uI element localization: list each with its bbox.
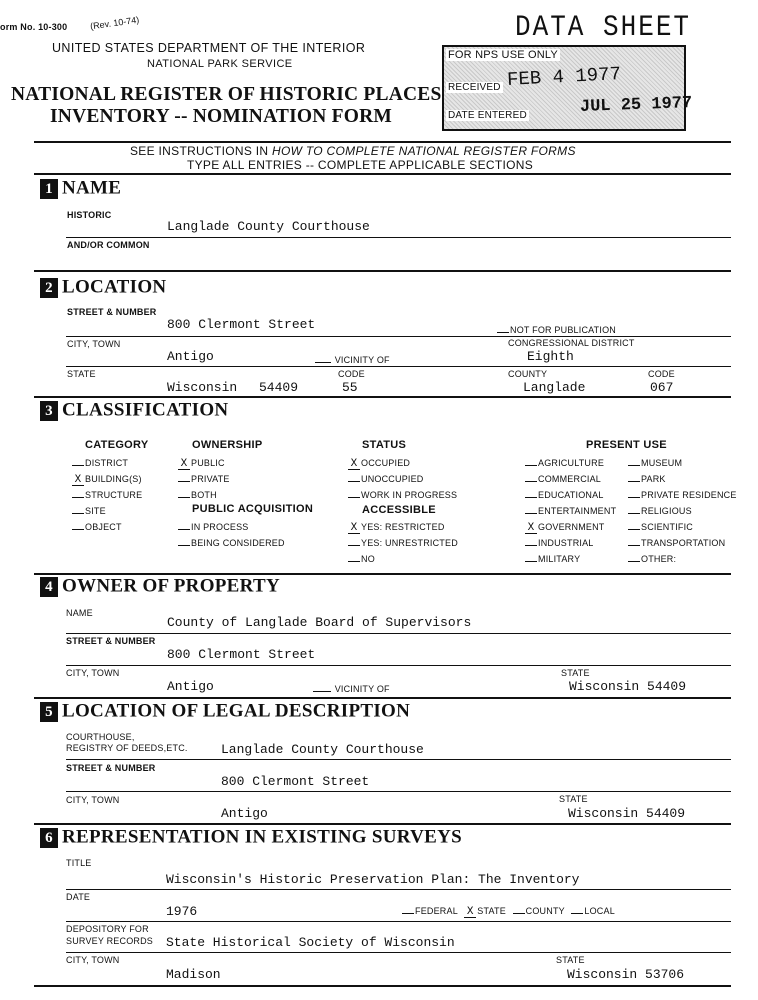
checkbox-label: BOTH xyxy=(191,490,217,500)
checkbox-option[interactable] xyxy=(348,474,424,484)
present-use-heading: PRESENT USE xyxy=(586,439,667,451)
survey-date-value: 1976 xyxy=(166,904,198,919)
checkbox-label: SCIENTIFIC xyxy=(641,522,694,532)
received-label: RECEIVED xyxy=(448,82,501,93)
legal-street-label: STREET & NUMBER xyxy=(66,763,156,773)
divider xyxy=(34,173,731,175)
instructions-line1 xyxy=(130,144,576,158)
divider xyxy=(34,985,731,987)
option-label: NOT FOR PUBLICATION xyxy=(510,325,616,335)
checkbox-option[interactable] xyxy=(525,506,616,516)
checkbox-option[interactable] xyxy=(348,458,410,470)
section-number: 6 xyxy=(40,828,58,848)
survey-city-label: CITY, TOWN xyxy=(66,955,120,965)
checkbox-option[interactable] xyxy=(628,522,693,532)
checkbox-label: OCCUPIED xyxy=(361,458,411,468)
checkbox-mark[interactable] xyxy=(348,545,360,546)
checkbox-label: GOVERNMENT xyxy=(538,522,605,532)
checkbox-mark[interactable] xyxy=(72,529,84,530)
checkbox-mark[interactable]: X xyxy=(348,460,360,470)
divider xyxy=(66,237,731,238)
survey-title-label: TITLE xyxy=(66,858,92,868)
divider xyxy=(34,697,731,699)
checkbox-mark[interactable]: X xyxy=(348,524,360,534)
date-entered-stamp: JUL 25 1977 xyxy=(579,94,693,117)
street-value: 800 Clermont Street xyxy=(167,317,316,332)
checkbox-mark[interactable] xyxy=(525,481,537,482)
ownership-heading: OWNERSHIP xyxy=(192,439,263,451)
date-entered-label: DATE ENTERED xyxy=(448,110,527,121)
checkbox-option[interactable] xyxy=(72,522,122,532)
section-title: NAME xyxy=(62,177,122,199)
checkbox-mark[interactable] xyxy=(72,513,84,514)
owner-city-value: Antigo xyxy=(167,679,214,694)
checkbox-mark[interactable] xyxy=(628,561,640,562)
checkbox-mark[interactable] xyxy=(628,465,640,466)
form-title-line2: INVENTORY -- NOMINATION FORM xyxy=(50,106,393,127)
checkbox-option[interactable] xyxy=(348,554,375,564)
checkbox-option[interactable] xyxy=(72,458,128,468)
divider xyxy=(34,270,731,272)
courthouse-label-1: COURTHOUSE, xyxy=(66,732,135,742)
checkbox-mark[interactable] xyxy=(348,481,360,482)
instructions-line2: TYPE ALL ENTRIES -- COMPLETE APPLICABLE SECTIONS xyxy=(187,158,534,172)
data-sheet-stamp: DATA SHEET xyxy=(515,9,692,45)
owner-street-label: STREET & NUMBER xyxy=(66,636,156,646)
checkbox-mark[interactable] xyxy=(628,481,640,482)
checkbox-option[interactable] xyxy=(525,522,605,534)
checkbox-label: INDUSTRIAL xyxy=(538,538,594,548)
divider xyxy=(66,791,731,792)
checkbox-mark[interactable] xyxy=(628,513,640,514)
historic-label: HISTORIC xyxy=(67,210,112,220)
section-title: REPRESENTATION IN EXISTING SURVEYS xyxy=(62,826,463,848)
checkbox-label: OTHER: xyxy=(641,554,677,564)
street-label: STREET & NUMBER xyxy=(67,307,157,317)
checkbox-label: EDUCATIONAL xyxy=(538,490,604,500)
form-number: orm No. 10-300 xyxy=(0,22,68,32)
checkbox-label: MILITARY xyxy=(538,554,581,564)
department-name: UNITED STATES DEPARTMENT OF THE INTERIOR xyxy=(52,41,366,55)
section-3-heading xyxy=(40,399,228,422)
owner-city-label: CITY, TOWN xyxy=(66,668,120,678)
checkbox-option[interactable] xyxy=(178,538,285,548)
checkbox-option[interactable] xyxy=(348,490,457,500)
checkbox-label: AGRICULTURE xyxy=(538,458,605,468)
checkbox-option[interactable] xyxy=(178,490,217,500)
section-1-heading xyxy=(40,177,121,200)
divider xyxy=(66,759,731,760)
divider xyxy=(66,665,731,666)
checkbox-mark[interactable] xyxy=(348,561,360,562)
checkbox-mark[interactable] xyxy=(628,497,640,498)
checkbox-option[interactable] xyxy=(525,458,604,468)
checkbox-mark[interactable] xyxy=(628,529,640,530)
legal-street-value: 800 Clermont Street xyxy=(221,774,370,789)
checkbox-mark[interactable]: X xyxy=(525,524,537,534)
section-title: LOCATION xyxy=(62,276,167,298)
checkbox-mark[interactable] xyxy=(72,497,84,498)
checkbox-label: DISTRICT xyxy=(85,458,129,468)
acquisition-heading: PUBLIC ACQUISITION xyxy=(192,503,314,515)
checkbox-label: OBJECT xyxy=(85,522,122,532)
checkbox-label: RELIGIOUS xyxy=(641,506,692,516)
checkbox-mark[interactable] xyxy=(348,497,360,498)
checkbox-label: UNOCCUPIED xyxy=(361,474,424,484)
checkbox-option[interactable] xyxy=(628,474,666,484)
section-number: 3 xyxy=(40,401,58,421)
vicinity-of xyxy=(315,355,390,365)
checkbox-mark[interactable] xyxy=(525,545,537,546)
checkbox-label: PRIVATE xyxy=(191,474,230,484)
instructions-link-text: HOW TO COMPLETE NATIONAL REGISTER FORMS xyxy=(272,144,576,158)
section-title: LOCATION OF LEGAL DESCRIPTION xyxy=(62,700,411,722)
checkbox-label: MUSEUM xyxy=(641,458,683,468)
owner-state-value: Wisconsin 54409 xyxy=(569,679,687,694)
state-label: STATE xyxy=(67,369,96,379)
legal-state-label: STATE xyxy=(559,794,588,804)
checkbox-label: SITE xyxy=(85,506,106,516)
code2-value: 067 xyxy=(650,380,674,395)
county-label: COUNTY xyxy=(508,369,548,379)
checkbox-option[interactable] xyxy=(348,522,445,534)
owner-street-value: 800 Clermont Street xyxy=(167,647,316,662)
courthouse-label-2: REGISTRY OF DEEDS,ETC. xyxy=(66,743,188,753)
checkbox-label: BEING CONSIDERED xyxy=(191,538,285,548)
section-number: 5 xyxy=(40,702,58,722)
status-heading: STATUS xyxy=(362,439,407,451)
survey-date-label: DATE xyxy=(66,892,91,902)
checkbox-label: TRANSPORTATION xyxy=(641,538,726,548)
owner-name-label: NAME xyxy=(66,608,93,618)
section-title: OWNER OF PROPERTY xyxy=(62,575,281,597)
checkbox-option[interactable] xyxy=(628,490,737,500)
divider xyxy=(34,823,731,825)
category-heading: CATEGORY xyxy=(85,439,149,451)
code2-label: CODE xyxy=(648,369,675,379)
checkbox-mark[interactable] xyxy=(178,545,190,546)
depository-value: State Historical Society of Wisconsin xyxy=(166,935,455,950)
local-option: LOCAL xyxy=(584,906,615,916)
checkbox-mark[interactable] xyxy=(628,545,640,546)
congressional-value: Eighth xyxy=(527,349,574,364)
depository-label-1: DEPOSITORY FOR xyxy=(66,924,149,934)
divider xyxy=(66,336,731,337)
code-value: 55 xyxy=(342,380,358,395)
state-option: STATE xyxy=(477,906,506,916)
common-label: AND/OR COMMON xyxy=(67,240,150,250)
survey-title-value: Wisconsin's Historic Preservation Plan: The Inventory xyxy=(166,872,580,887)
section-number: 1 xyxy=(40,179,58,199)
owner-state-label: STATE xyxy=(561,668,590,678)
checkbox-option[interactable] xyxy=(628,458,682,468)
checkbox-label: PARK xyxy=(641,474,666,484)
divider xyxy=(66,921,731,922)
survey-state-value: Wisconsin 53706 xyxy=(567,967,685,982)
checkbox-label: BUILDING(S) xyxy=(85,474,142,484)
option-label: VICINITY OF xyxy=(334,355,390,365)
survey-level-options xyxy=(402,906,615,918)
not-for-publication xyxy=(497,325,616,335)
checkbox-option[interactable] xyxy=(178,474,230,484)
checkbox-mark[interactable] xyxy=(525,513,537,514)
checkbox-option[interactable] xyxy=(72,506,106,516)
checkbox-option[interactable] xyxy=(628,554,676,564)
divider xyxy=(34,396,731,398)
checkbox-mark[interactable] xyxy=(178,481,190,482)
divider xyxy=(66,633,731,634)
section-6-heading xyxy=(40,826,462,849)
form-title-line1: NATIONAL REGISTER OF HISTORIC PLACES xyxy=(11,84,442,105)
section-4-heading xyxy=(40,575,280,598)
county-value: Langlade xyxy=(523,380,586,395)
checkbox-label: PRIVATE RESIDENCE xyxy=(641,490,737,500)
checkbox-option[interactable] xyxy=(178,522,249,532)
federal-option: FEDERAL xyxy=(415,906,458,916)
checkbox-option[interactable] xyxy=(525,554,580,564)
city-value: Antigo xyxy=(167,349,214,364)
divider xyxy=(66,366,731,367)
divider xyxy=(34,141,731,143)
legal-state-value: Wisconsin 54409 xyxy=(568,806,686,821)
city-label: CITY, TOWN xyxy=(67,339,121,349)
checkbox-mark[interactable] xyxy=(178,529,190,530)
checkbox-mark[interactable] xyxy=(525,561,537,562)
checkbox-label: IN PROCESS xyxy=(191,522,249,532)
section-5-heading xyxy=(40,700,410,723)
checkbox-label: WORK IN PROGRESS xyxy=(361,490,458,500)
nps-use-label: FOR NPS USE ONLY xyxy=(448,49,558,61)
checkbox-option[interactable] xyxy=(525,474,601,484)
checkbox-option[interactable] xyxy=(525,538,594,548)
zip-value: 54409 xyxy=(259,380,299,395)
section-number: 4 xyxy=(40,577,58,597)
survey-state-label: STATE xyxy=(556,955,585,965)
accessible-heading: ACCESSIBLE xyxy=(362,504,436,516)
instructions-text: SEE INSTRUCTIONS IN xyxy=(130,144,273,158)
checkbox-mark[interactable] xyxy=(525,497,537,498)
checkbox-label: YES: UNRESTRICTED xyxy=(361,538,458,548)
checkbox-label: PUBLIC xyxy=(191,458,225,468)
depository-label-2: SURVEY RECORDS xyxy=(66,936,153,946)
county-option: COUNTY xyxy=(525,906,565,916)
owner-vicinity-of xyxy=(313,684,390,694)
checkbox-label: NO xyxy=(361,554,375,564)
code-label: CODE xyxy=(338,369,365,379)
state-value: Wisconsin xyxy=(167,380,238,395)
section-number: 2 xyxy=(40,278,58,298)
checkbox-label: ENTERTAINMENT xyxy=(538,506,617,516)
legal-city-value: Antigo xyxy=(221,806,268,821)
checkbox-option[interactable] xyxy=(72,474,142,486)
checkbox-label: COMMERCIAL xyxy=(538,474,602,484)
checkbox-option[interactable] xyxy=(628,538,725,548)
checkbox-mark[interactable]: X xyxy=(72,476,84,486)
checkbox-label: STRUCTURE xyxy=(85,490,143,500)
checkbox-mark[interactable] xyxy=(72,465,84,466)
checkbox-option[interactable] xyxy=(348,538,458,548)
section-title: CLASSIFICATION xyxy=(62,399,229,421)
service-name: NATIONAL PARK SERVICE xyxy=(147,58,293,70)
option-label: VICINITY OF xyxy=(334,684,390,694)
survey-city-value: Madison xyxy=(166,967,221,982)
checkbox-label: YES: RESTRICTED xyxy=(361,522,445,532)
checkbox-option[interactable] xyxy=(525,490,604,500)
checkbox-option[interactable] xyxy=(72,490,142,500)
divider xyxy=(66,889,731,890)
checkbox-mark[interactable] xyxy=(525,465,537,466)
checkbox-mark[interactable]: X xyxy=(178,460,190,470)
historic-value: Langlade County Courthouse xyxy=(167,219,370,234)
state-checked-mark: X xyxy=(464,908,476,918)
section-2-heading xyxy=(40,276,166,299)
checkbox-mark[interactable] xyxy=(178,497,190,498)
divider xyxy=(66,952,731,953)
received-date-stamp: FEB 4 1977 xyxy=(506,63,622,91)
legal-city-label: CITY, TOWN xyxy=(66,795,120,805)
checkbox-option[interactable] xyxy=(628,506,692,516)
owner-name-value: County of Langlade Board of Supervisors xyxy=(167,615,472,630)
checkbox-option[interactable] xyxy=(178,458,225,470)
courthouse-value: Langlade County Courthouse xyxy=(221,742,424,757)
revision-note: (Rev. 10-74) xyxy=(89,14,140,32)
congressional-label: CONGRESSIONAL DISTRICT xyxy=(508,338,635,348)
